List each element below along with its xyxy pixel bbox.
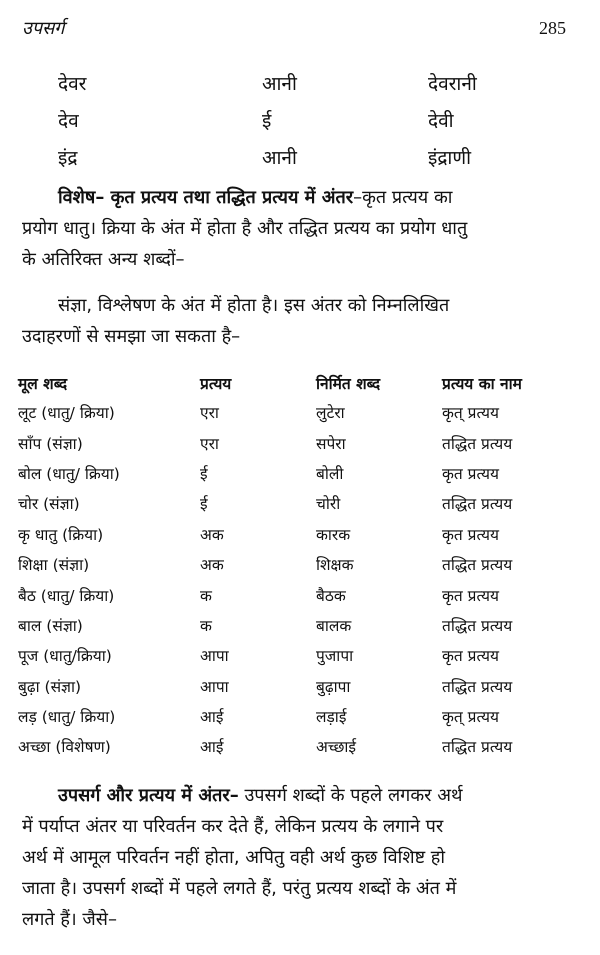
table-cell: शिक्षक bbox=[316, 556, 354, 575]
example-result: देवी bbox=[428, 110, 454, 132]
table-row bbox=[18, 579, 592, 609]
table-cell: कृत प्रत्यय bbox=[442, 525, 499, 544]
table-row bbox=[18, 671, 592, 701]
table-cell: तद्धित प्रत्यय bbox=[442, 556, 513, 575]
table-cell: आई bbox=[200, 708, 224, 727]
table-cell: कृत प्रत्यय bbox=[442, 647, 499, 666]
table-cell: तद्धित प्रत्यय bbox=[442, 616, 513, 635]
table-cell: अक bbox=[200, 556, 224, 575]
header-cell: निर्मित शब्द bbox=[316, 375, 381, 393]
example-suffix: आनी bbox=[262, 147, 297, 169]
table-cell: आई bbox=[200, 738, 224, 757]
table-row bbox=[18, 519, 592, 549]
table-cell: पुजापा bbox=[316, 647, 354, 666]
table-cell: आपा bbox=[200, 677, 229, 696]
table-cell: साँप (संज्ञा) bbox=[18, 434, 83, 453]
table-cell: कृत प्रत्यय bbox=[442, 464, 499, 483]
table-cell: पूज (धातु/क्रिया) bbox=[18, 647, 112, 666]
table-cell: चोर (संज्ञा) bbox=[18, 495, 80, 514]
example-base: इंद्र bbox=[58, 147, 78, 169]
table-row bbox=[18, 458, 592, 488]
table-cell: एरा bbox=[200, 404, 219, 423]
table-cell: बाल (संज्ञा) bbox=[18, 616, 83, 635]
paragraph-text: लगते हैं। जैसे– bbox=[22, 909, 117, 930]
table-cell: बैठ (धातु/ क्रिया) bbox=[18, 586, 115, 605]
paragraph-text: संज्ञा, विश्लेषण के अंत में होता है। इस अंतर को निम्नलिखित bbox=[58, 295, 450, 316]
table-cell: एरा bbox=[200, 434, 219, 453]
table-cell: क bbox=[200, 586, 212, 605]
paragraph-intro bbox=[22, 290, 578, 352]
table-cell: लूट (धातु/ क्रिया) bbox=[18, 404, 115, 423]
paragraph-upsarg-pratyay bbox=[22, 780, 578, 935]
paragraph-text: उदाहरणों से समझा जा सकता है– bbox=[22, 326, 241, 347]
paragraph-text: अर्थ में आमूल परिवर्तन नहीं होता, अपितु वही अर्थ कुछ विशिष्ट हो bbox=[22, 847, 446, 868]
running-header: उपसर्ग bbox=[22, 18, 65, 39]
table-cell: ई bbox=[200, 495, 208, 514]
table-cell: आपा bbox=[200, 647, 229, 666]
table-row bbox=[18, 427, 592, 457]
paragraph-text: उपसर्ग शब्दों के पहले लगकर अर्थ bbox=[238, 785, 463, 806]
paragraph-text: जाता है। उपसर्ग शब्दों में पहले लगते हैं, परंतु प्रत्यय शब्दों के अंत में bbox=[22, 878, 457, 899]
paragraph-text: में पर्याप्त अंतर या परिवर्तन कर देते हैं, लेकिन प्रत्यय के लगाने पर bbox=[22, 816, 444, 837]
table-row bbox=[18, 397, 592, 427]
table-cell: कृत प्रत्यय bbox=[442, 586, 499, 605]
table-row bbox=[18, 701, 592, 731]
table-cell: लड़ (धातु/ क्रिया) bbox=[18, 708, 116, 727]
page-number: 285 bbox=[539, 18, 566, 38]
paragraph-text: के अतिरिक्त अन्य शब्दों– bbox=[22, 249, 185, 270]
table-cell: कृत् प्रत्यय bbox=[442, 404, 499, 423]
table-cell: लुटेरा bbox=[316, 404, 345, 423]
table-row bbox=[18, 488, 592, 518]
table-cell: शिक्षा (संज्ञा) bbox=[18, 556, 90, 575]
table-cell: तद्धित प्रत्यय bbox=[442, 677, 513, 696]
table-cell: कृ धातु (क्रिया) bbox=[18, 525, 104, 544]
paragraph-text: प्रयोग धातु। क्रिया के अंत में होता है और तद्धित प्रत्यय का प्रयोग धातु bbox=[22, 218, 468, 239]
example-base: देव bbox=[58, 110, 79, 132]
table-cell: कारक bbox=[316, 525, 351, 544]
table-cell: बोल (धातु/ क्रिया) bbox=[18, 464, 120, 483]
table-row bbox=[18, 731, 592, 761]
table-cell: सपेरा bbox=[316, 434, 346, 453]
example-result: देवरानी bbox=[428, 73, 477, 95]
example-suffix: आनी bbox=[262, 73, 297, 95]
table-cell: बुढ़ापा bbox=[316, 677, 351, 696]
table-cell: बैठक bbox=[316, 586, 346, 605]
table-row bbox=[18, 640, 592, 670]
table-header-row bbox=[18, 369, 592, 397]
table-cell: तद्धित प्रत्यय bbox=[442, 434, 513, 453]
table-cell: अच्छा (विशेषण) bbox=[18, 738, 111, 757]
header-cell: प्रत्यय का नाम bbox=[442, 375, 522, 393]
table-cell: ई bbox=[200, 464, 208, 483]
example-suffix: ई bbox=[262, 110, 272, 132]
table-cell: कृत् प्रत्यय bbox=[442, 708, 499, 727]
table-cell: बोली bbox=[316, 464, 344, 483]
table-cell: बुढ़ा (संज्ञा) bbox=[18, 677, 82, 696]
table-cell: चोरी bbox=[316, 495, 341, 514]
table-cell: लड़ाई bbox=[316, 708, 347, 727]
example-base: देवर bbox=[58, 73, 87, 95]
table-cell: अक bbox=[200, 525, 224, 544]
example-result: इंद्राणी bbox=[428, 147, 471, 169]
header-cell: प्रत्यय bbox=[200, 375, 232, 393]
table-row bbox=[18, 549, 592, 579]
header-cell: मूल शब्द bbox=[18, 375, 68, 393]
paragraph-vishesh bbox=[22, 182, 578, 275]
table-row bbox=[18, 610, 592, 640]
suffix-table bbox=[18, 369, 592, 762]
table-cell: बालक bbox=[316, 616, 352, 635]
table-cell: क bbox=[200, 616, 212, 635]
paragraph-heading: उपसर्ग और प्रत्यय में अंतर– bbox=[58, 785, 239, 806]
table-cell: तद्धित प्रत्यय bbox=[442, 738, 513, 757]
table-cell: अच्छाई bbox=[316, 738, 357, 757]
table-cell: तद्धित प्रत्यय bbox=[442, 495, 513, 514]
paragraph-heading: विशेष– कृत प्रत्यय तथा तद्धित प्रत्यय में अंतर bbox=[58, 187, 354, 208]
paragraph-text: –कृत प्रत्यय का bbox=[353, 187, 453, 208]
